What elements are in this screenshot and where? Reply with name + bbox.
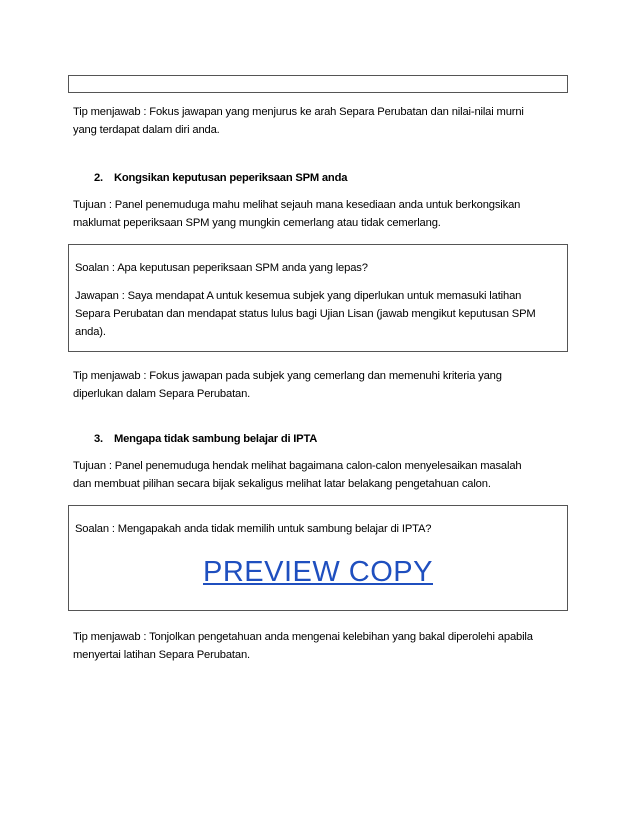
section-2-jawapan-line-2: Separa Perubatan dan mendapat status lulus bagi Ujian Lisan (jawab mengikut keputusan SPM <box>75 308 536 320</box>
section-2-jawapan-line-1: Jawapan : Saya mendapat A untuk kesemua subjek yang diperlukan untuk memasuki latihan <box>75 290 522 302</box>
section-3-tip-line-1: Tip menjawab : Tonjolkan pengetahuan anda mengenai kelebihan yang bakal diperolehi apabila <box>73 631 533 643</box>
section-3-title: Mengapa tidak sambung belajar di IPTA <box>114 433 318 445</box>
preview-copy-link[interactable]: PREVIEW COPY <box>203 556 433 588</box>
section-2-jawapan-line-3: anda). <box>75 326 106 338</box>
section-3-tujuan-line-2: dan membuat pilihan secara bijak sekaligus melihat latar belakang pengetahuan calon. <box>73 478 491 490</box>
section-3-qa-box <box>68 505 568 611</box>
section-2-tujuan-line-1: Tujuan : Panel penemuduga mahu melihat sejauh mana kesediaan anda untuk berkongsikan <box>73 199 521 211</box>
section-2-heading <box>94 169 347 187</box>
tip-1-line-1: Tip menjawab : Fokus jawapan yang menjurus ke arah Separa Perubatan dan nilai-nilai murni <box>73 106 524 118</box>
section-3-tip-line-2: menyertai latihan Separa Perubatan. <box>73 649 250 661</box>
empty-answer-box <box>68 75 568 93</box>
section-3-tujuan-line-1: Tujuan : Panel penemuduga hendak melihat bagaimana calon-calon menyelesaikan masalah <box>73 460 522 472</box>
tip-1-line-2: yang terdapat dalam diri anda. <box>73 124 220 136</box>
section-2-tip-line-2: diperlukan dalam Separa Perubatan. <box>73 388 251 400</box>
section-2-qa-box <box>68 244 568 352</box>
section-2-tip-line-1: Tip menjawab : Fokus jawapan pada subjek yang cemerlang dan memenuhi kriteria yang <box>73 370 502 382</box>
section-2-number: 2. <box>94 172 103 184</box>
section-3-soalan: Soalan : Mengapakah anda tidak memilih untuk sambung belajar di IPTA? <box>75 523 432 535</box>
section-2-tujuan-line-2: maklumat peperiksaan SPM yang mungkin cemerlang atau tidak cemerlang. <box>73 217 441 229</box>
section-3-heading <box>94 430 317 448</box>
section-2-soalan: Soalan : Apa keputusan peperiksaan SPM anda yang lepas? <box>75 262 368 274</box>
section-3-number: 3. <box>94 433 103 445</box>
section-2-title: Kongsikan keputusan peperiksaan SPM anda <box>114 172 348 184</box>
